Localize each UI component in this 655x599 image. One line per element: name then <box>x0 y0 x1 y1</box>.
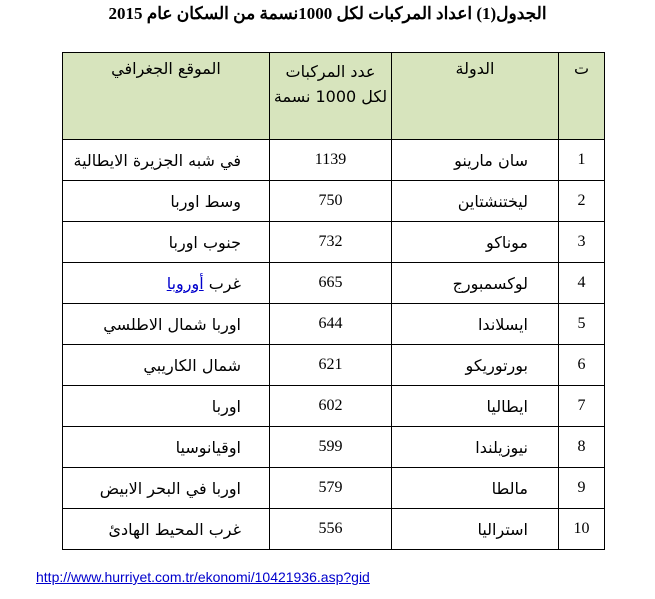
cell-count: 732 <box>270 222 392 263</box>
table-header-row <box>63 53 605 140</box>
cell-num: 1 <box>559 140 605 181</box>
cell-location: شمال الكاريبي <box>63 345 270 386</box>
source-link[interactable]: http://www.hurriyet.com.tr/ekonomi/10421936.asp?gid <box>36 569 370 585</box>
cell-location: جنوب اوربا <box>63 222 270 263</box>
vehicles-table <box>62 52 605 550</box>
cell-count: 621 <box>270 345 392 386</box>
cell-num: 4 <box>559 263 605 304</box>
cell-location: اوربا شمال الاطلسي <box>63 304 270 345</box>
table-row <box>63 304 605 345</box>
cell-count: 556 <box>270 509 392 550</box>
cell-country: ايسلاندا <box>392 304 559 345</box>
header-count-line2: لكل 1000 نسمة <box>273 87 388 106</box>
cell-num: 3 <box>559 222 605 263</box>
cell-count: 750 <box>270 181 392 222</box>
cell-country: ليختنشتاين <box>392 181 559 222</box>
cell-count: 1139 <box>270 140 392 181</box>
cell-country: مالطا <box>392 468 559 509</box>
cell-num: 6 <box>559 345 605 386</box>
table-caption: الجدول(1) اعداد المركبات لكل 1000نسمة من السكان عام 2015 <box>108 4 547 23</box>
header-count <box>270 53 392 140</box>
cell-country: استراليا <box>392 509 559 550</box>
table-row <box>63 222 605 263</box>
cell-country: سان مارينو <box>392 140 559 181</box>
table-row <box>63 345 605 386</box>
table-row <box>63 509 605 550</box>
cell-count: 665 <box>270 263 392 304</box>
cell-num: 2 <box>559 181 605 222</box>
cell-country: ايطاليا <box>392 386 559 427</box>
location-prefix: غرب <box>203 273 241 293</box>
table-row <box>63 181 605 222</box>
cell-num: 10 <box>559 509 605 550</box>
europe-link[interactable]: أوروبا <box>166 273 204 293</box>
table-row <box>63 263 605 304</box>
cell-country: لوكسمبورج <box>392 263 559 304</box>
cell-location: وسط اوربا <box>63 181 270 222</box>
cell-num: 7 <box>559 386 605 427</box>
cell-count: 599 <box>270 427 392 468</box>
table-row <box>63 140 605 181</box>
cell-location <box>63 263 270 304</box>
header-num: ت <box>559 53 605 140</box>
cell-location: غرب المحيط الهادئ <box>63 509 270 550</box>
cell-location: اوربا <box>63 386 270 427</box>
cell-country: نيوزيلندا <box>392 427 559 468</box>
cell-count: 579 <box>270 468 392 509</box>
header-country: الدولة <box>392 53 559 140</box>
cell-location: في شبه الجزيرة الايطالية <box>63 140 270 181</box>
cell-num: 8 <box>559 427 605 468</box>
cell-country: بورتوريكو <box>392 345 559 386</box>
cell-count: 644 <box>270 304 392 345</box>
header-count-line1: عدد المركبات <box>285 62 376 81</box>
table-row <box>63 468 605 509</box>
cell-num: 9 <box>559 468 605 509</box>
header-location: الموقع الجغرافي <box>63 53 270 140</box>
cell-country: موناكو <box>392 222 559 263</box>
table-row <box>63 427 605 468</box>
table-row <box>63 386 605 427</box>
cell-location: اوقيانوسيا <box>63 427 270 468</box>
cell-count: 602 <box>270 386 392 427</box>
cell-location: اوربا في البحر الابيض <box>63 468 270 509</box>
cell-num: 5 <box>559 304 605 345</box>
